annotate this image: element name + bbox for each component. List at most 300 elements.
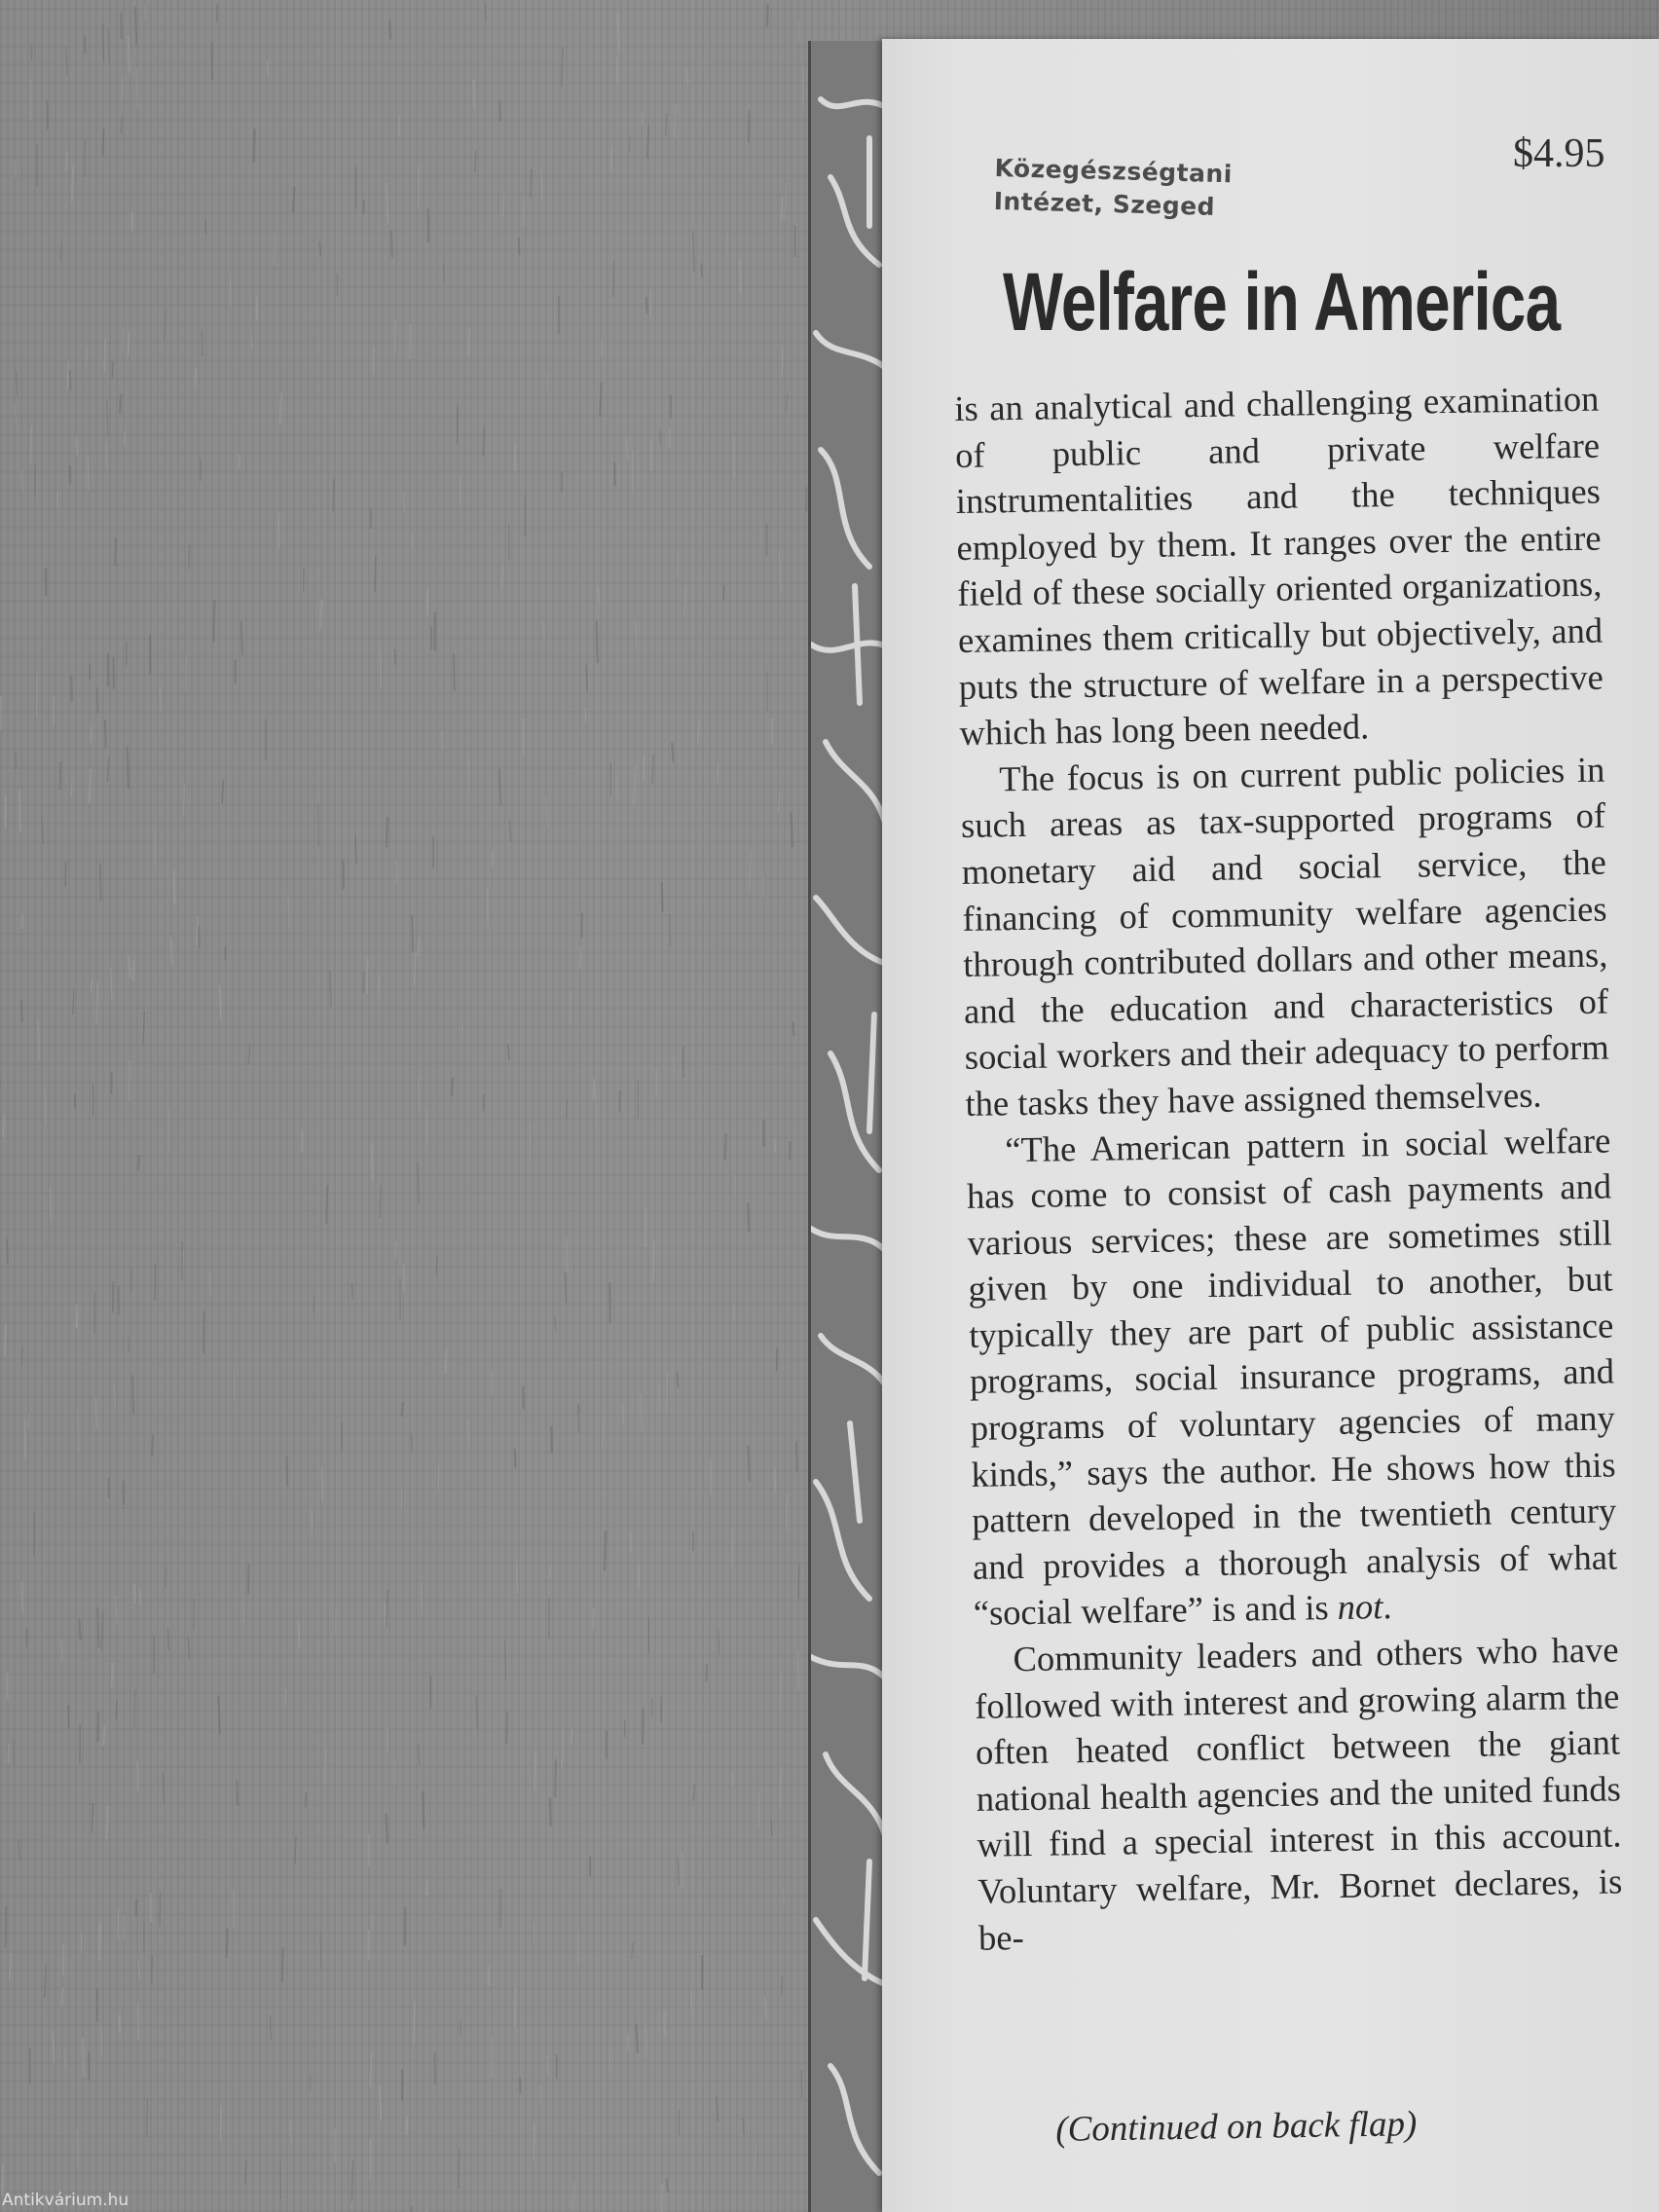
wood-grain-streak bbox=[411, 534, 412, 548]
wood-grain-streak bbox=[550, 1798, 551, 1826]
wood-grain-streak bbox=[138, 1155, 139, 1169]
wood-grain-streak bbox=[21, 999, 22, 1021]
wood-grain-streak bbox=[72, 165, 73, 203]
wood-grain-streak bbox=[78, 1409, 79, 1451]
wood-grain-streak bbox=[76, 436, 77, 455]
wood-grain-streak bbox=[152, 1435, 153, 1456]
wood-grain-streak bbox=[120, 394, 121, 414]
wood-grain-streak bbox=[147, 2098, 148, 2138]
wood-grain-streak bbox=[500, 1889, 501, 1928]
wood-grain-streak bbox=[101, 1611, 102, 1650]
wood-grain-streak bbox=[70, 370, 71, 389]
wood-grain-streak bbox=[562, 1730, 563, 1769]
wood-grain-streak bbox=[351, 1283, 352, 1300]
wood-grain-streak bbox=[220, 985, 221, 1018]
wood-grain-streak bbox=[167, 1629, 168, 1649]
wood-grain-streak bbox=[5, 1906, 6, 1947]
wood-grain-streak bbox=[143, 1012, 144, 1047]
wood-grain-streak bbox=[643, 1709, 644, 1745]
wood-grain-streak bbox=[662, 882, 663, 912]
wood-grain-streak bbox=[54, 696, 55, 724]
wood-grain-streak bbox=[726, 232, 727, 257]
wood-grain-streak bbox=[502, 563, 503, 589]
continued-note: (Continued on back flap) bbox=[1055, 2104, 1418, 2150]
wood-grain-streak bbox=[787, 1494, 788, 1530]
wood-grain-streak bbox=[107, 757, 108, 781]
wood-grain-streak bbox=[17, 371, 18, 396]
wood-grain-streak bbox=[733, 436, 734, 477]
wood-grain-streak bbox=[677, 556, 678, 577]
wood-grain-streak bbox=[91, 978, 92, 992]
wood-grain-streak bbox=[790, 1141, 791, 1159]
wood-grain-streak bbox=[395, 649, 396, 665]
wood-grain-streak bbox=[778, 794, 779, 812]
wood-grain-streak bbox=[330, 971, 331, 1008]
wood-grain-streak bbox=[372, 1143, 373, 1183]
wood-grain-streak bbox=[418, 1744, 419, 1766]
wood-grain-streak bbox=[102, 129, 103, 156]
wood-grain-streak bbox=[543, 621, 544, 640]
wood-grain-streak bbox=[786, 393, 787, 411]
wood-grain-streak bbox=[411, 1434, 412, 1451]
wood-grain-streak bbox=[218, 1696, 219, 1735]
wood-grain-streak bbox=[609, 2046, 610, 2072]
stamp-line-2: Intézet, Szeged bbox=[993, 186, 1216, 221]
wood-grain-streak bbox=[748, 1446, 749, 1482]
wood-grain-streak bbox=[458, 405, 459, 443]
wood-grain-streak bbox=[113, 657, 114, 689]
wood-grain-streak bbox=[755, 2146, 756, 2171]
wood-grain-streak bbox=[775, 1467, 776, 1494]
wood-grain-streak bbox=[454, 653, 455, 690]
wood-grain-streak bbox=[524, 199, 525, 226]
wood-grain-streak bbox=[659, 1382, 660, 1410]
wood-grain-streak bbox=[73, 989, 74, 1014]
wood-grain-streak bbox=[53, 2031, 54, 2063]
wood-grain-streak bbox=[418, 166, 419, 206]
wood-grain-streak bbox=[3, 1116, 4, 1138]
wood-grain-streak bbox=[76, 1313, 77, 1328]
wood-grain-streak bbox=[410, 324, 411, 360]
wood-grain-streak bbox=[65, 862, 66, 886]
wood-grain-streak bbox=[123, 327, 124, 352]
wood-grain-streak bbox=[725, 1133, 726, 1161]
wood-grain-streak bbox=[442, 731, 443, 750]
wood-grain-streak bbox=[468, 328, 469, 356]
wood-grain-streak bbox=[71, 780, 72, 795]
wood-grain-streak bbox=[68, 361, 69, 389]
wood-grain-streak bbox=[85, 35, 86, 54]
wood-grain-streak bbox=[452, 1078, 453, 1096]
wood-grain-streak bbox=[324, 1748, 325, 1785]
wood-grain-streak bbox=[306, 1792, 307, 1808]
wood-grain-streak bbox=[748, 1202, 749, 1233]
wood-grain-streak bbox=[666, 1372, 667, 1413]
wood-grain-streak bbox=[523, 1385, 524, 1409]
wood-grain-streak bbox=[530, 1123, 531, 1161]
wood-grain-streak bbox=[97, 687, 98, 714]
wood-grain-streak bbox=[475, 151, 476, 172]
wood-grain-streak bbox=[30, 426, 31, 464]
wood-grain-streak bbox=[565, 1272, 566, 1304]
wood-grain-streak bbox=[415, 952, 416, 984]
wood-grain-streak bbox=[661, 1697, 662, 1722]
wood-grain-streak bbox=[380, 646, 381, 688]
wood-grain-streak bbox=[749, 111, 750, 143]
wood-grain-streak bbox=[290, 2119, 291, 2143]
wood-grain-streak bbox=[34, 1513, 35, 1556]
wood-grain-streak bbox=[597, 621, 598, 663]
wood-grain-streak bbox=[286, 1456, 287, 1486]
wood-grain-streak bbox=[234, 1890, 235, 1928]
wood-grain-streak bbox=[740, 259, 741, 293]
wood-grain-streak bbox=[241, 621, 242, 655]
wood-grain-streak bbox=[483, 426, 484, 456]
wood-grain-streak bbox=[18, 1839, 19, 1862]
wood-grain-streak bbox=[785, 183, 786, 221]
wood-grain-streak bbox=[517, 1563, 518, 1593]
wood-grain-streak bbox=[248, 1045, 249, 1065]
wood-grain-streak bbox=[672, 743, 673, 762]
wood-grain-streak bbox=[79, 1618, 80, 1640]
wood-grain-streak bbox=[629, 136, 630, 151]
wood-grain-streak bbox=[412, 2207, 413, 2212]
wood-grain-streak bbox=[418, 938, 419, 956]
wood-grain-streak bbox=[534, 1924, 535, 1944]
wood-grain-streak bbox=[237, 1780, 238, 1806]
wood-grain-streak bbox=[134, 1585, 135, 1604]
wood-grain-streak bbox=[174, 870, 175, 904]
wood-grain-streak bbox=[105, 719, 106, 748]
wood-grain-streak bbox=[678, 1371, 679, 1387]
wood-grain-streak bbox=[61, 1987, 62, 2007]
wood-grain-streak bbox=[644, 755, 645, 780]
wood-grain-streak bbox=[60, 242, 61, 261]
wood-grain-streak bbox=[145, 6, 146, 19]
wood-grain-streak bbox=[645, 1207, 646, 1247]
wood-grain-streak bbox=[445, 1350, 446, 1374]
wood-grain-streak bbox=[370, 2053, 371, 2086]
wood-grain-streak bbox=[489, 1966, 490, 1985]
wood-grain-streak bbox=[395, 320, 396, 352]
wood-grain-streak bbox=[600, 382, 601, 416]
wood-grain-streak bbox=[796, 1441, 797, 1472]
wood-grain-streak bbox=[60, 762, 61, 791]
wood-grain-streak bbox=[374, 347, 375, 374]
wood-grain-streak bbox=[691, 1990, 692, 2016]
wood-grain-streak bbox=[666, 114, 667, 136]
wood-grain-streak bbox=[8, 1745, 9, 1764]
wood-grain-streak bbox=[363, 972, 364, 993]
wood-grain-streak bbox=[51, 1188, 52, 1221]
wood-grain-streak bbox=[555, 1316, 556, 1331]
wood-grain-streak bbox=[414, 2002, 415, 2044]
wood-grain-streak bbox=[541, 168, 542, 202]
wood-grain-streak bbox=[96, 982, 97, 1024]
wood-grain-streak bbox=[7, 1239, 8, 1264]
wood-grain-streak bbox=[779, 551, 780, 592]
wood-grain-streak bbox=[106, 1806, 107, 1839]
wood-grain-streak bbox=[107, 400, 108, 437]
wood-grain-streak bbox=[423, 1791, 424, 1829]
wood-grain-streak bbox=[667, 2178, 668, 2193]
wood-grain-streak bbox=[412, 915, 413, 952]
wood-grain-streak bbox=[35, 464, 36, 498]
wood-grain-streak bbox=[282, 1947, 283, 1982]
wood-grain-streak bbox=[5, 1325, 6, 1356]
wood-grain-streak bbox=[293, 187, 294, 213]
wood-grain-streak bbox=[717, 2097, 718, 2121]
wood-grain-streak bbox=[781, 199, 782, 221]
wood-grain-streak bbox=[280, 393, 281, 424]
wood-grain-streak bbox=[100, 864, 101, 902]
wood-grain-streak bbox=[285, 1689, 286, 1705]
flap-description bbox=[954, 376, 1623, 1961]
wood-grain-streak bbox=[562, 48, 563, 88]
wood-grain-streak bbox=[693, 1785, 694, 1801]
wood-grain-streak bbox=[239, 455, 240, 468]
wood-grain-streak bbox=[245, 2160, 246, 2185]
wood-grain-streak bbox=[421, 1581, 422, 1610]
wood-grain-streak bbox=[188, 1637, 189, 1659]
wood-grain-streak bbox=[115, 537, 116, 566]
wood-grain-streak bbox=[205, 219, 206, 235]
wood-grain-streak bbox=[403, 492, 404, 513]
wood-grain-streak bbox=[131, 1271, 132, 1291]
wood-grain-streak bbox=[515, 1987, 516, 2028]
wood-grain-streak bbox=[116, 1701, 117, 1720]
wood-grain-streak bbox=[86, 350, 87, 367]
wood-grain-streak bbox=[163, 1773, 164, 1803]
wood-grain-streak bbox=[112, 1663, 113, 1686]
wood-grain-streak bbox=[385, 1604, 386, 1625]
wood-grain-streak bbox=[213, 600, 214, 642]
wood-grain-streak bbox=[407, 2117, 408, 2135]
wood-surface bbox=[0, 0, 808, 2212]
wood-grain-streak bbox=[160, 1892, 161, 1926]
wood-grain-streak bbox=[492, 850, 493, 866]
wood-grain-streak bbox=[318, 804, 319, 845]
wood-grain-streak bbox=[573, 2182, 574, 2211]
wood-grain-streak bbox=[427, 589, 428, 617]
wood-grain-streak bbox=[641, 1394, 642, 1432]
wood-grain-streak bbox=[45, 1088, 46, 1124]
wood-grain-streak bbox=[798, 20, 799, 42]
wood-grain-streak bbox=[499, 768, 500, 805]
wood-grain-streak bbox=[586, 665, 587, 690]
wood-grain-streak bbox=[83, 2038, 84, 2077]
wood-grain-streak bbox=[622, 1405, 623, 1424]
wood-grain-streak bbox=[443, 264, 444, 282]
wood-grain-streak bbox=[320, 599, 321, 630]
wood-grain-streak bbox=[515, 1449, 516, 1468]
wood-grain-streak bbox=[211, 42, 212, 80]
wood-grain-streak bbox=[492, 2037, 493, 2079]
wood-grain-streak bbox=[616, 776, 617, 798]
wood-grain-streak bbox=[780, 1767, 781, 1808]
wood-grain-streak bbox=[183, 784, 184, 816]
wood-grain-streak bbox=[402, 1402, 403, 1417]
wood-grain-streak bbox=[111, 967, 112, 999]
wood-grain-streak bbox=[97, 1607, 98, 1647]
wood-grain-streak bbox=[108, 28, 109, 63]
wood-grain-streak bbox=[132, 1375, 133, 1414]
wood-grain-streak bbox=[628, 2034, 629, 2050]
wood-grain-streak bbox=[684, 589, 685, 612]
wood-grain-streak bbox=[594, 1079, 595, 1099]
wood-grain-streak bbox=[782, 346, 783, 376]
wood-grain-streak bbox=[103, 1725, 104, 1745]
wood-grain-streak bbox=[343, 860, 344, 890]
wood-grain-streak bbox=[578, 1405, 579, 1435]
wood-grain-streak bbox=[355, 834, 356, 864]
wood-grain-streak bbox=[333, 479, 334, 511]
wood-grain-streak bbox=[351, 2159, 352, 2201]
wood-grain-streak bbox=[19, 790, 20, 832]
wood-grain-streak bbox=[707, 1664, 708, 1681]
wood-grain-streak bbox=[567, 1238, 568, 1272]
wood-grain-streak bbox=[66, 151, 67, 170]
wood-grain-streak bbox=[197, 916, 198, 947]
wood-grain-streak bbox=[506, 1712, 507, 1744]
paragraph-3-end: . bbox=[1382, 1586, 1392, 1627]
wood-grain-streak bbox=[438, 1465, 439, 1494]
wood-grain-streak bbox=[28, 1414, 29, 1430]
wood-grain-streak bbox=[792, 812, 793, 847]
wood-grain-streak bbox=[216, 4, 217, 22]
wood-grain-streak bbox=[138, 1961, 139, 1979]
wood-grain-streak bbox=[519, 238, 520, 255]
wood-grain-streak bbox=[134, 1689, 135, 1727]
wood-grain-streak bbox=[505, 1641, 506, 1680]
wood-grain-streak bbox=[653, 1240, 654, 1282]
wood-grain-streak bbox=[85, 140, 86, 178]
wood-grain-streak bbox=[131, 212, 132, 232]
wood-grain-streak bbox=[152, 1955, 153, 1985]
wood-grain-streak bbox=[630, 1533, 631, 1553]
wood-grain-streak bbox=[418, 1162, 419, 1203]
wood-grain-streak bbox=[636, 2023, 637, 2052]
wood-grain-streak bbox=[547, 2056, 548, 2076]
wood-grain-streak bbox=[434, 2052, 435, 2084]
wood-grain-streak bbox=[136, 68, 137, 107]
wood-grain-streak bbox=[7, 1673, 8, 1700]
wood-grain-streak bbox=[274, 232, 275, 266]
wood-grain-streak bbox=[693, 231, 694, 272]
wood-grain-streak bbox=[468, 1419, 469, 1446]
wood-grain-streak bbox=[21, 1347, 22, 1365]
wood-grain-streak bbox=[71, 676, 72, 702]
wood-grain-streak bbox=[476, 1695, 477, 1729]
wood-grain-streak bbox=[288, 893, 289, 926]
wood-grain-streak bbox=[723, 585, 724, 600]
wood-grain-streak bbox=[750, 849, 751, 890]
wood-grain-streak bbox=[632, 1942, 633, 1959]
wood-grain-streak bbox=[64, 2048, 65, 2069]
wood-grain-streak bbox=[116, 1596, 117, 1625]
wood-grain-streak bbox=[718, 762, 719, 783]
wood-grain-streak bbox=[634, 765, 635, 806]
wood-grain-streak bbox=[395, 1240, 396, 1257]
wood-grain-streak bbox=[555, 1759, 556, 1797]
wood-grain-streak bbox=[90, 769, 91, 803]
wood-grain-streak bbox=[613, 262, 614, 298]
paragraph-2: The focus is on current public policies in such areas as tax-supported programs of monetary aid and social service, the financing of community welfare agencies through contributed dollars and other means, and the education and characteristics of social workers and their adequacy to perform the tasks they have assigned themselves. bbox=[960, 749, 1610, 1124]
wood-grain-streak bbox=[114, 1386, 115, 1407]
wood-grain-streak bbox=[165, 309, 166, 340]
wood-grain-streak bbox=[617, 14, 618, 51]
wood-grain-streak bbox=[21, 1581, 22, 1613]
wood-grain-streak bbox=[380, 2085, 381, 2120]
wood-grain-streak bbox=[767, 4, 768, 26]
wood-grain-streak bbox=[185, 655, 186, 692]
wood-grain-streak bbox=[133, 960, 134, 980]
wood-grain-streak bbox=[326, 1185, 327, 1224]
wood-grain-streak bbox=[391, 231, 392, 258]
wood-grain-streak bbox=[118, 1910, 119, 1938]
library-stamp bbox=[993, 152, 1233, 224]
wood-grain-streak bbox=[593, 1608, 594, 1630]
wood-grain-streak bbox=[540, 2085, 541, 2103]
wood-grain-streak bbox=[299, 1622, 300, 1648]
wood-grain-streak bbox=[605, 1530, 606, 1570]
wood-grain-streak bbox=[335, 1608, 336, 1634]
wood-grain-streak bbox=[195, 368, 196, 386]
wood-grain-streak bbox=[243, 1603, 244, 1622]
wood-grain-streak bbox=[267, 60, 268, 76]
wood-grain-streak bbox=[743, 2119, 744, 2135]
wood-grain-streak bbox=[595, 1088, 596, 1130]
wood-grain-streak bbox=[120, 2015, 121, 2033]
wood-grain-streak bbox=[485, 2, 486, 20]
wood-grain-streak bbox=[771, 1820, 772, 1835]
wood-grain-streak bbox=[550, 1565, 551, 1578]
wood-grain-streak bbox=[459, 2150, 460, 2189]
book-title: Welfare in America bbox=[1003, 256, 1561, 348]
wood-grain-streak bbox=[139, 1589, 140, 1606]
wood-grain-streak bbox=[66, 47, 67, 76]
wood-grain-streak bbox=[780, 1672, 781, 1714]
wood-grain-streak bbox=[271, 2015, 272, 2040]
wood-grain-streak bbox=[503, 191, 504, 216]
wood-grain-streak bbox=[95, 1397, 96, 1428]
wood-grain-streak bbox=[15, 404, 16, 426]
wood-grain-streak bbox=[104, 338, 105, 374]
wood-grain-streak bbox=[660, 429, 661, 445]
wood-grain-streak bbox=[567, 1100, 568, 1118]
wood-grain-streak bbox=[38, 1021, 39, 1059]
wood-grain-streak bbox=[375, 556, 376, 592]
wood-grain-streak bbox=[798, 1650, 799, 1690]
paragraph-3-emphasis: not bbox=[1337, 1586, 1383, 1628]
wood-grain-streak bbox=[546, 797, 547, 828]
wood-grain-streak bbox=[581, 913, 582, 939]
wood-grain-streak bbox=[189, 545, 190, 570]
wood-grain-streak bbox=[378, 976, 379, 1000]
paragraph-3-text: “The American pattern in social welfare has come to consist of cash payments and various services; these are sometimes still given by one individual to another, but typically they are part of public assistance programs, social insurance programs, and programs of voluntary agencies of many kinds,” says the author. He shows how this pattern developed in the twentieth century and provides a thorough analysis of what “social welfare” is and is bbox=[966, 1120, 1618, 1634]
wood-grain-streak bbox=[42, 816, 43, 843]
price-label: $4.95 bbox=[1513, 131, 1605, 176]
wood-grain-streak bbox=[380, 1185, 381, 1218]
wood-grain-streak bbox=[686, 69, 687, 84]
wood-grain-streak bbox=[652, 754, 653, 784]
wood-grain-streak bbox=[171, 938, 172, 966]
wood-grain-streak bbox=[614, 461, 615, 485]
wood-grain-streak bbox=[508, 1044, 509, 1059]
wood-grain-streak bbox=[10, 1954, 11, 1982]
wood-grain-streak bbox=[389, 20, 390, 39]
wood-grain-streak bbox=[646, 297, 647, 314]
